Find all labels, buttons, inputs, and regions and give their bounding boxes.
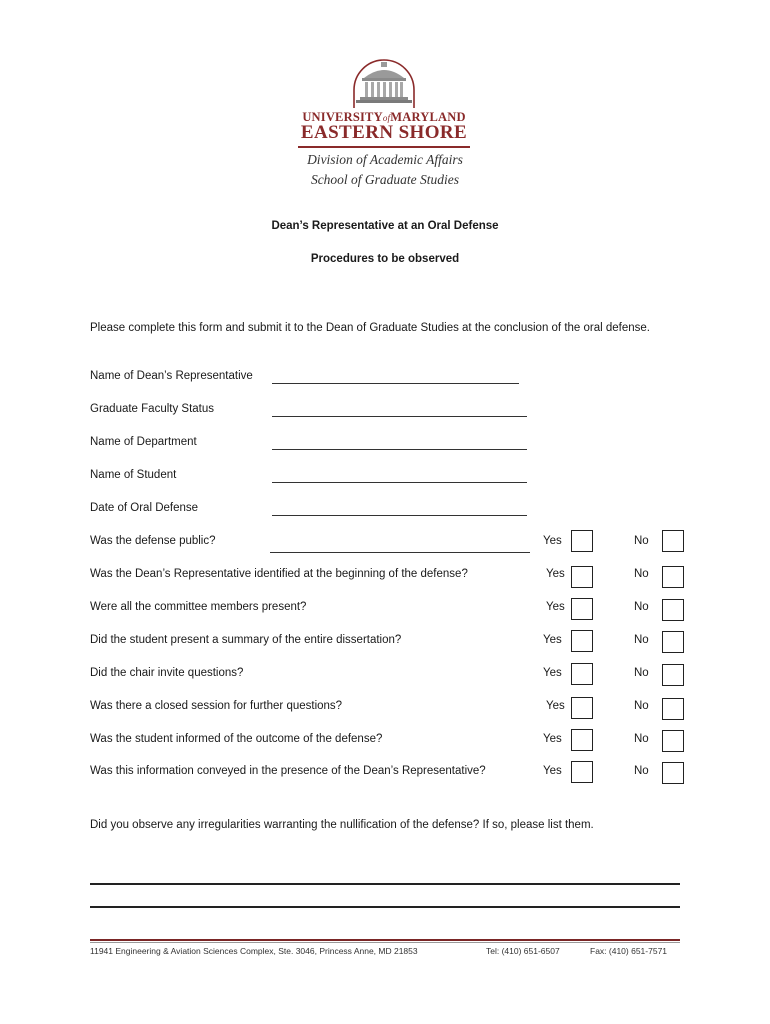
irregularities-line-1[interactable] bbox=[90, 883, 680, 885]
no-label: No bbox=[634, 667, 649, 679]
yes-label: Yes bbox=[546, 568, 565, 580]
no-label: No bbox=[634, 568, 649, 580]
form-subtitle: Procedures to be observed bbox=[310, 253, 460, 265]
footer-rule-bottom bbox=[90, 942, 680, 943]
field-label: Name of Department bbox=[90, 436, 197, 448]
yes-checkbox[interactable] bbox=[571, 729, 593, 751]
no-label: No bbox=[634, 765, 649, 777]
yes-label: Yes bbox=[546, 700, 565, 712]
question-summary-presented: Did the student present a summary of the entire dissertation? bbox=[90, 634, 402, 646]
yes-label: Yes bbox=[543, 535, 562, 547]
no-label: No bbox=[634, 634, 649, 646]
field-label: Name of Student bbox=[90, 469, 177, 481]
no-checkbox[interactable] bbox=[662, 530, 684, 552]
no-checkbox[interactable] bbox=[662, 599, 684, 621]
field-input-line[interactable] bbox=[272, 383, 519, 384]
question-committee-present: Were all the committee members present? bbox=[90, 601, 307, 613]
school-name: School of Graduate Studies bbox=[310, 172, 460, 187]
logo-campus-name: EASTERN SHORE bbox=[300, 122, 468, 143]
yes-label: Yes bbox=[543, 765, 562, 777]
yes-checkbox[interactable] bbox=[571, 598, 593, 620]
university-logo bbox=[296, 54, 472, 144]
field-department bbox=[90, 436, 550, 454]
yes-checkbox[interactable] bbox=[571, 697, 593, 719]
rotunda-emblem-icon bbox=[348, 54, 420, 110]
form-title: Dean’s Representative at an Oral Defense bbox=[271, 220, 499, 232]
question-chair-invite: Did the chair invite questions? bbox=[90, 667, 244, 679]
field-graduate-faculty-status bbox=[90, 403, 550, 421]
footer-rule-top bbox=[90, 939, 680, 941]
field-deans-representative bbox=[90, 370, 550, 388]
question-info-conveyed: Was this information conveyed in the presence of the Dean’s Representative? bbox=[90, 765, 486, 777]
logo-university-name: UNIVERSITYofMARYLAND bbox=[302, 110, 466, 124]
yes-label: Yes bbox=[543, 667, 562, 679]
yes-label: Yes bbox=[543, 733, 562, 745]
no-label: No bbox=[634, 733, 649, 745]
no-checkbox[interactable] bbox=[662, 730, 684, 752]
field-input-line[interactable] bbox=[272, 482, 527, 483]
footer-fax: Fax: (410) 651-7571 bbox=[590, 946, 668, 956]
no-label: No bbox=[634, 535, 649, 547]
no-checkbox[interactable] bbox=[662, 762, 684, 784]
field-label: Graduate Faculty Status bbox=[90, 403, 215, 415]
instructions-text: Please complete this form and submit it to the Dean of Graduate Studies at the conclusion of the oral defense. bbox=[90, 322, 650, 334]
field-defense-date bbox=[90, 502, 550, 520]
footer-tel: Tel: (410) 651-6507 bbox=[486, 946, 560, 956]
no-checkbox[interactable] bbox=[662, 698, 684, 720]
logo-rule bbox=[298, 146, 470, 148]
yes-checkbox[interactable] bbox=[571, 630, 593, 652]
question-defense-public: Was the defense public? bbox=[90, 535, 216, 547]
field-label: Date of Oral Defense bbox=[90, 502, 199, 514]
question-rep-identified: Was the Dean’s Representative identified at the beginning of the defense? bbox=[90, 568, 468, 580]
question-closed-session: Was there a closed session for further questions? bbox=[90, 700, 343, 712]
yes-label: Yes bbox=[546, 601, 565, 613]
no-checkbox[interactable] bbox=[662, 566, 684, 588]
field-input-line[interactable] bbox=[272, 449, 527, 450]
field-student-name bbox=[90, 469, 550, 487]
yes-checkbox[interactable] bbox=[571, 530, 593, 552]
yes-checkbox[interactable] bbox=[571, 566, 593, 588]
no-label: No bbox=[634, 601, 649, 613]
no-checkbox[interactable] bbox=[662, 631, 684, 653]
no-label: No bbox=[634, 700, 649, 712]
field-label: Name of Dean’s Representative bbox=[90, 370, 253, 382]
irregularities-prompt: Did you observe any irregularities warranting the nullification of the defense? If so, please list them. bbox=[90, 819, 594, 831]
public-answer-line[interactable] bbox=[270, 552, 530, 553]
yes-checkbox[interactable] bbox=[571, 663, 593, 685]
yes-checkbox[interactable] bbox=[571, 761, 593, 783]
field-input-line[interactable] bbox=[272, 515, 527, 516]
yes-label: Yes bbox=[543, 634, 562, 646]
irregularities-line-2[interactable] bbox=[90, 906, 680, 908]
footer-address: 11941 Engineering & Aviation Sciences Complex, Ste. 3046, Princess Anne, MD 21853 bbox=[90, 946, 418, 956]
no-checkbox[interactable] bbox=[662, 664, 684, 686]
division-name: Division of Academic Affairs bbox=[307, 152, 463, 167]
field-input-line[interactable] bbox=[272, 416, 527, 417]
question-outcome-informed: Was the student informed of the outcome of the defense? bbox=[90, 733, 383, 745]
